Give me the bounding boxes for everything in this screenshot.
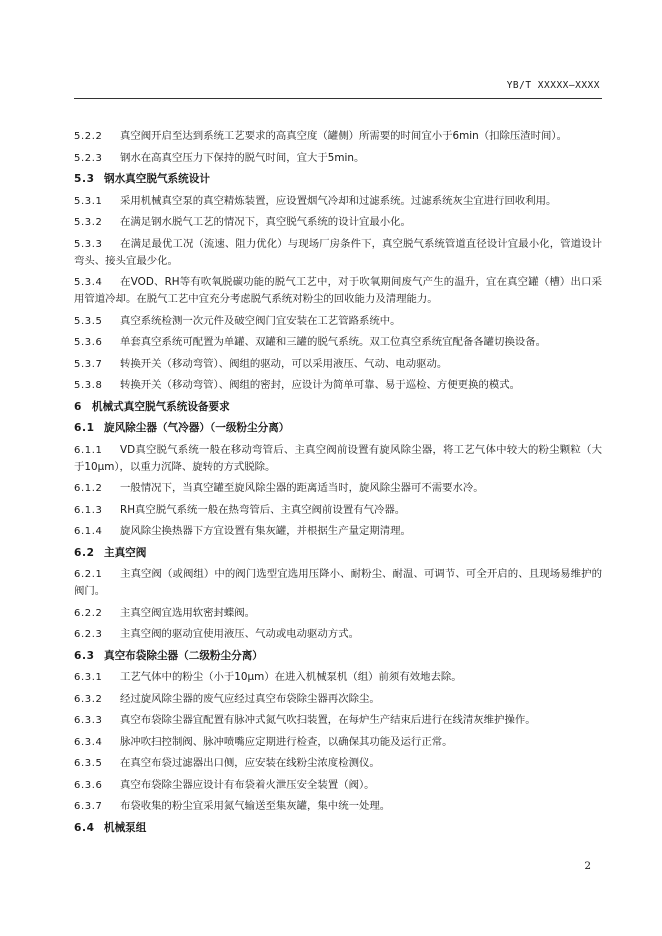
section-heading	[74, 420, 602, 437]
clause-paragraph	[74, 712, 602, 729]
clause-text: 真空布袋除尘器应设计有布袋着火泄压安全装置（阀）。	[120, 778, 375, 791]
section-number: 6.4	[74, 821, 95, 834]
section-title: 旋风除尘器（气冷器）（一级粉尘分离）	[104, 422, 290, 434]
clause-text: 钢水在高真空压力下保持的脱气时间，宜大于5min。	[120, 151, 365, 164]
section-heading	[74, 545, 602, 562]
section-number: 6.3	[74, 649, 95, 662]
section-title: 机械式真空脱气系统设备要求	[92, 400, 230, 413]
section-number: 6.2	[74, 546, 95, 559]
clause-number: 5.2.2	[74, 131, 103, 142]
clause-text: 真空系统检测一次元件及破空阀门宜安装在工艺管路系统中。	[120, 314, 401, 327]
clause-paragraph	[74, 502, 602, 519]
section-title: 真空布袋除尘器（二级粉尘分离）	[104, 649, 263, 662]
clause-paragraph	[74, 798, 602, 815]
clause-paragraph	[74, 334, 602, 351]
clause-text: 在满足最优工况（流速、阻力优化）与现场厂房条件下，真空脱气系统管道直径设计宜最小化，管道设计弯头、接头宜最少化。	[74, 237, 602, 267]
clause-text: 经过旋风除尘器的废气应经过真空布袋除尘器再次除尘。	[120, 692, 380, 705]
clause-paragraph	[74, 734, 602, 751]
clause-number: 6.2.1	[74, 569, 103, 580]
clause-text: 主真空阀的驱动宜使用液压、气动或电动驱动方式。	[120, 628, 359, 640]
clause-paragraph	[74, 669, 602, 686]
clause-paragraph	[74, 442, 602, 476]
clause-number: 5.2.3	[74, 152, 103, 164]
section-number: 5.3	[74, 173, 95, 185]
clause-text: 旋风除尘换热器下方宜设置有集灰罐，并根据生产量定期清理。	[120, 525, 411, 537]
clause-text: 布袋收集的粉尘宜采用氮气输送至集灰罐，集中统一处理。	[120, 800, 391, 812]
clause-paragraph	[74, 214, 602, 231]
section-title: 机械泵组	[104, 821, 147, 834]
clause-paragraph	[74, 523, 602, 540]
section-heading	[74, 648, 602, 665]
section-heading	[74, 171, 602, 188]
clause-number: 6.3.3	[74, 715, 103, 726]
clause-paragraph	[74, 480, 602, 497]
clause-paragraph	[74, 777, 602, 794]
clause-number: 5.3.1	[74, 195, 103, 207]
clause-number: 6.2.3	[74, 629, 103, 640]
clause-number: 5.3.7	[74, 358, 103, 370]
clause-paragraph	[74, 605, 602, 622]
clause-number: 6.1.1	[74, 444, 103, 456]
clause-number: 6.3.2	[74, 693, 103, 705]
page-number: 2	[584, 860, 591, 872]
clause-number: 6.1.2	[74, 483, 103, 494]
clause-number: 6.1.4	[74, 526, 103, 537]
clause-paragraph	[74, 356, 602, 373]
clause-text: 真空阀开启至达到系统工艺要求的高真空度（罐侧）所需要的时间宜小于6min（扣除压渣时间）。	[120, 130, 568, 142]
clause-text: 在满足钢水脱气工艺的情况下，真空脱气系统的设计宜最小化。	[120, 216, 411, 228]
clause-text: 转换开关（移动弯管）、阀组的密封，应设计为简单可靠、易于巡检、方便更换的模式。	[120, 379, 521, 391]
clause-number: 6.2.2	[74, 607, 103, 619]
section-number: 6.1	[74, 422, 95, 434]
clause-paragraph	[74, 377, 602, 394]
clause-number: 5.3.3	[74, 238, 103, 250]
section-title: 主真空阀	[104, 546, 147, 559]
clause-number: 5.3.6	[74, 337, 103, 348]
document-body	[74, 128, 602, 841]
clause-text: 采用机械真空泵的真空精炼装置，应设置烟气冷却和过滤系统。过滤系统灰尘宜进行回收利用。	[120, 194, 557, 207]
clause-text: 在真空布袋过滤器出口侧，应安装在线粉尘浓度检测仪。	[120, 757, 380, 769]
clause-number: 6.3.4	[74, 736, 103, 748]
clause-paragraph	[74, 150, 602, 167]
clause-text: 转换开关（移动弯管）、阀组的驱动，可以采用液压、气动、电动驱动。	[120, 357, 448, 370]
clause-text: 单套真空系统可配置为单罐、双罐和三罐的脱气系统。双工位真空系统宜配备各罐切换设备。	[120, 336, 547, 348]
document-code-header: YB/T XXXXX—XXXX	[506, 80, 600, 91]
clause-paragraph	[74, 236, 602, 270]
clause-text: 主真空阀（或阀组）中的阀门选型宜选用压降小、耐粉尘、耐温、可调节、可全开启的、且现场易维护的阀门。	[74, 568, 602, 597]
clause-number: 5.3.8	[74, 380, 103, 391]
clause-paragraph	[74, 313, 602, 330]
clause-text: 主真空阀宜选用软密封蝶阀。	[120, 606, 256, 619]
clause-text: 在VOD、RH等有吹氧脱碳功能的脱气工艺中，对于吹氧期间废气产生的温升，宜在真空罐（槽）出口采用管道冷却。在脱气工艺中宜充分考虑脱气系统对粉尘的回收能力及清理能力。	[74, 276, 602, 305]
clause-paragraph	[74, 626, 602, 643]
clause-text: VD真空脱气系统一般在移动弯管后、主真空阀前设置有旋风除尘器，将工艺气体中较大的粉尘颗粒（大于10μm），以重力沉降、旋转的方式脱除。	[74, 443, 602, 473]
clause-text: 真空布袋除尘器宜配置有脉冲式氮气吹扫装置，在每炉生产结束后进行在线清灰维护操作。	[120, 714, 536, 726]
header-divider	[74, 98, 602, 99]
clause-paragraph	[74, 193, 602, 210]
clause-number: 6.3.1	[74, 672, 103, 683]
clause-text: 一般情况下，当真空罐至旋风除尘器的距离适当时，旋风除尘器可不需要水冷。	[120, 482, 484, 494]
section-title: 钢水真空脱气系统设计	[104, 173, 210, 185]
clause-number: 6.1.3	[74, 504, 103, 516]
clause-paragraph	[74, 566, 602, 600]
clause-number: 5.3.2	[74, 217, 103, 228]
clause-number: 6.3.7	[74, 801, 103, 812]
section-heading	[74, 820, 602, 837]
clause-text: 脉冲吹扫控制阀、脉冲喷嘴应定期进行检查，以确保其功能及运行正常。	[120, 735, 453, 748]
clause-paragraph	[74, 755, 602, 772]
clause-text: 工艺气体中的粉尘（小于10μm）在进入机械泵机（组）前须有效地去除。	[120, 671, 462, 683]
clause-paragraph	[74, 691, 602, 708]
clause-number: 6.3.6	[74, 779, 103, 791]
clause-text: RH真空脱气系统一般在热弯管后、主真空阀前设置有气冷器。	[120, 503, 406, 516]
clause-number: 6.3.5	[74, 758, 103, 769]
section-heading	[74, 399, 602, 416]
clause-paragraph	[74, 274, 602, 308]
clause-paragraph	[74, 128, 602, 145]
clause-number: 5.3.5	[74, 315, 103, 327]
section-number: 6	[74, 400, 82, 413]
clause-number: 5.3.4	[74, 277, 103, 288]
